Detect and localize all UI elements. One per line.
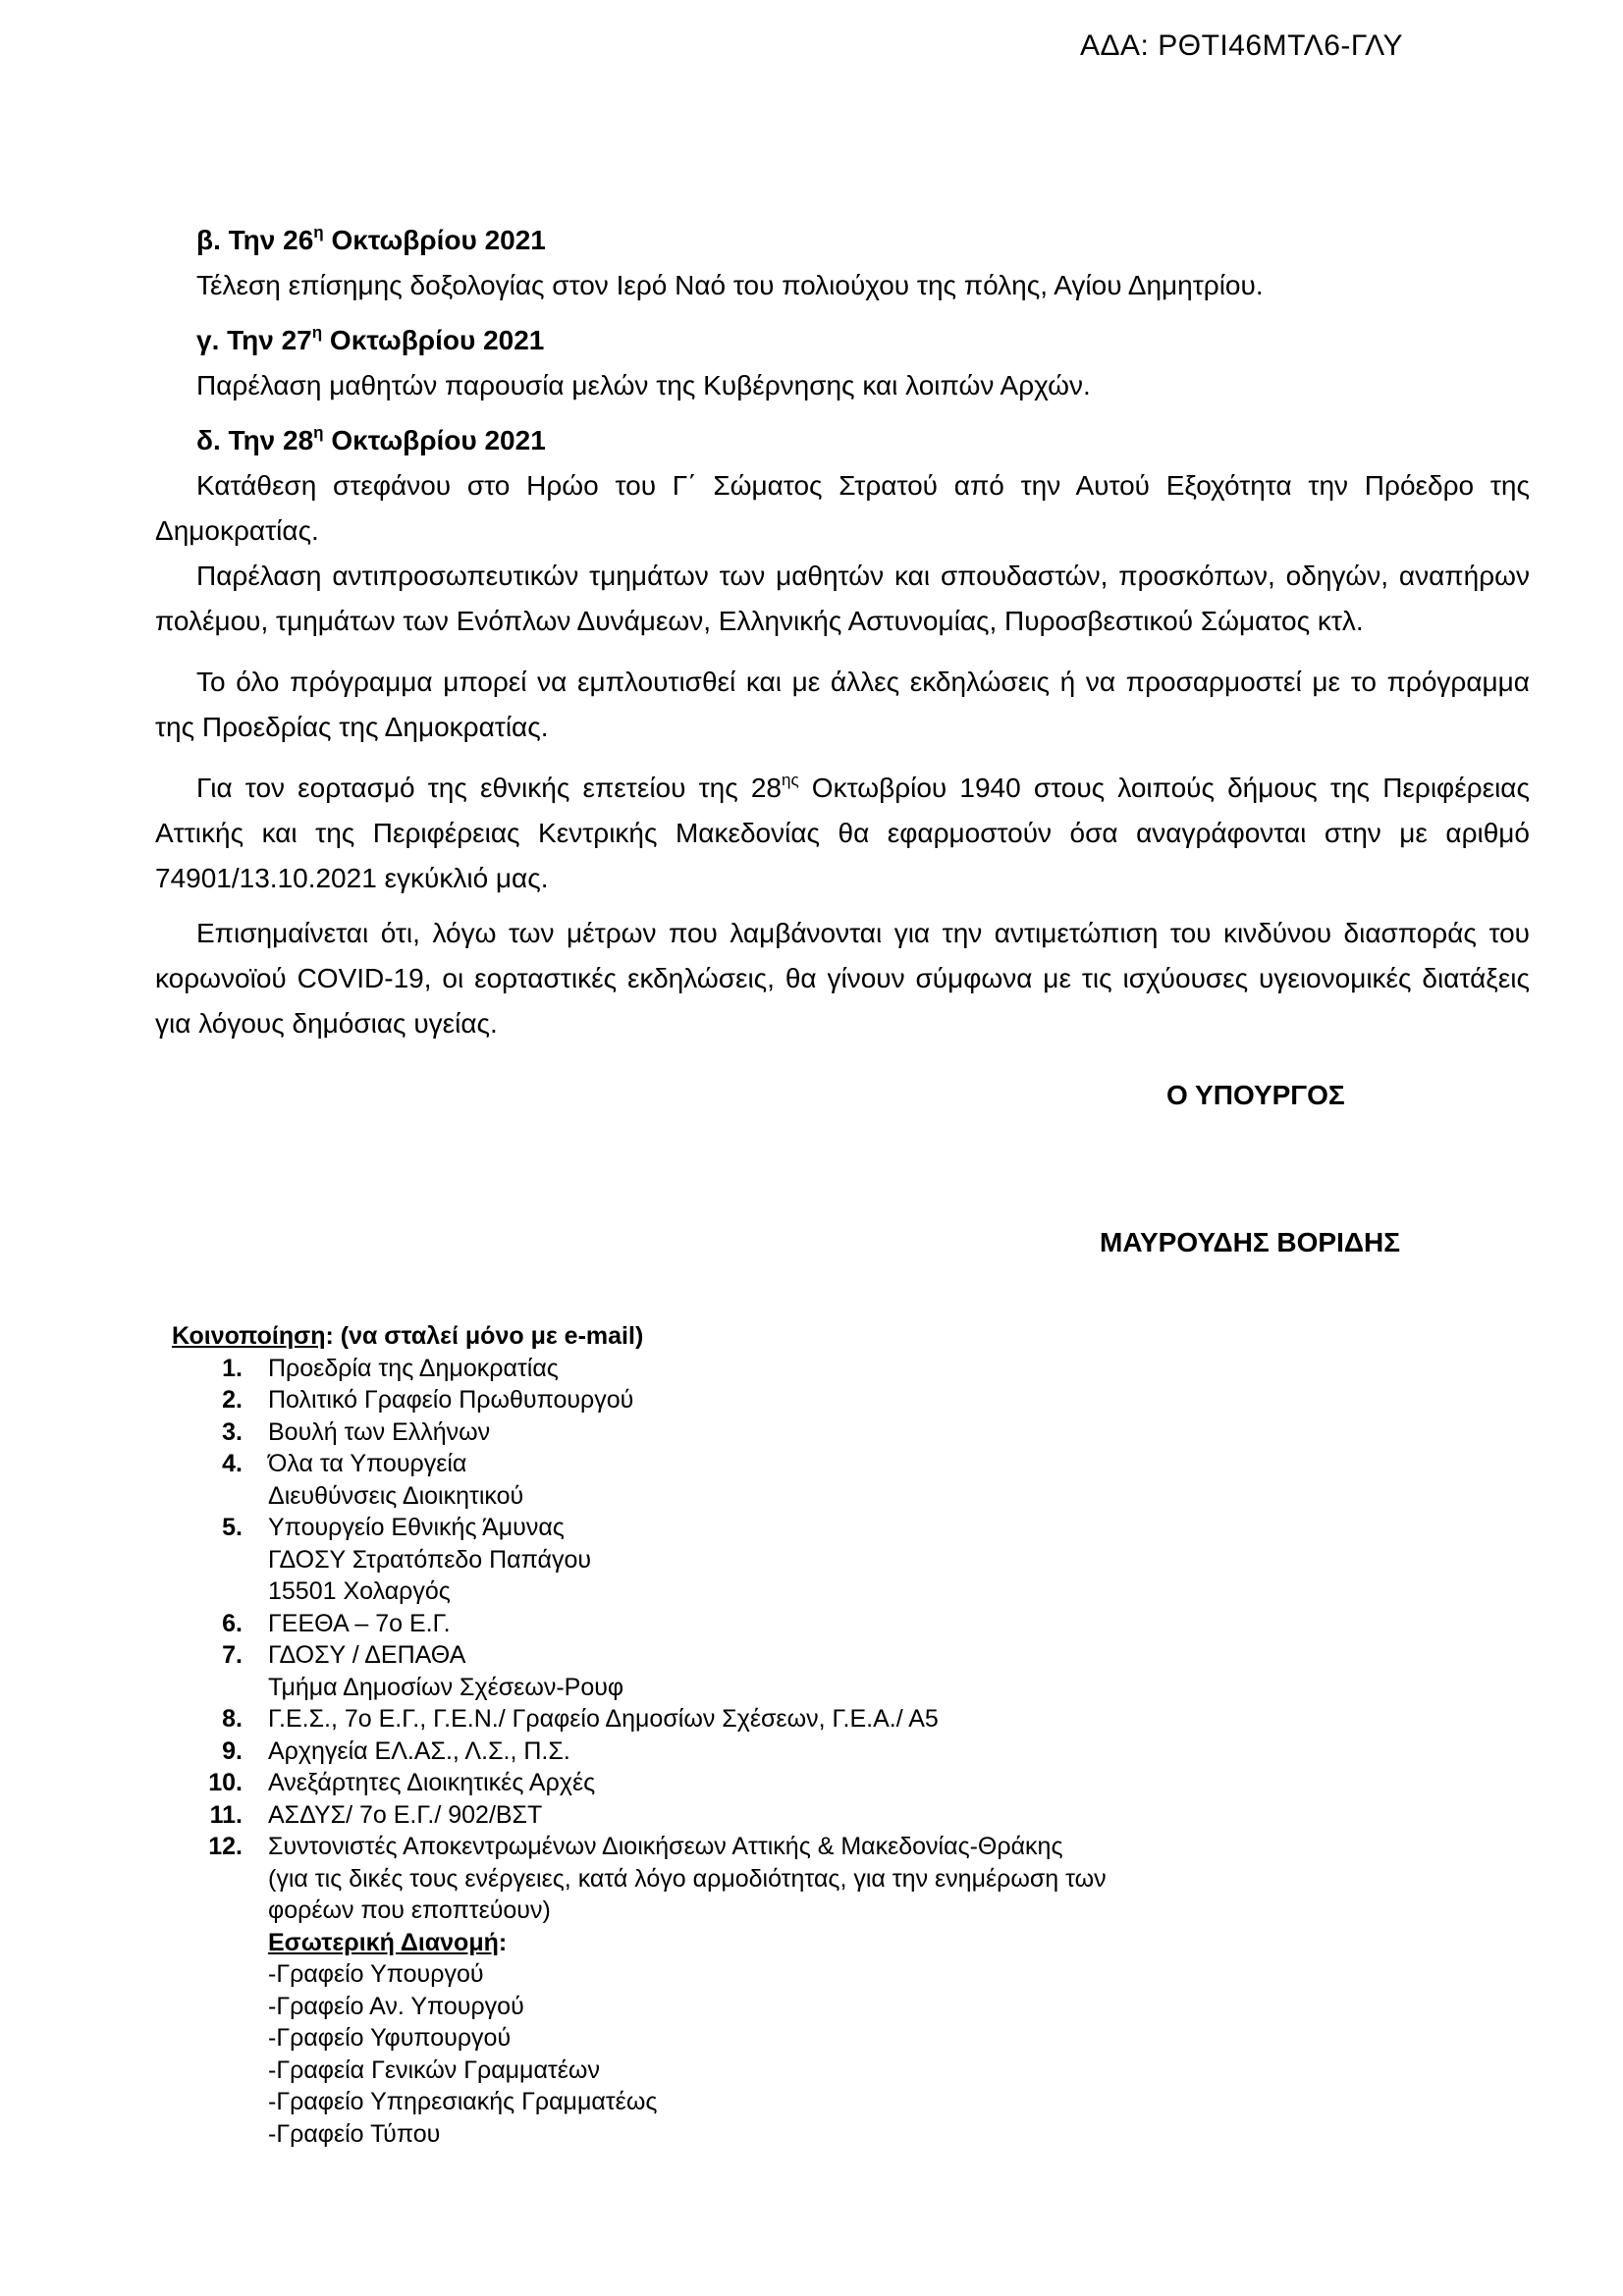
item-line: Υπουργείο Εθνικής Άμυνας — [268, 1514, 565, 1541]
item-line: (για τις δικές τους ενέργειες, κατά λόγο αρμοδιότητας, για την ενημέρωση των — [268, 1864, 1107, 1893]
item-number: 3. — [222, 1417, 243, 1446]
item-line: ΑΣΔΥΣ/ 7ο Ε.Γ./ 902/ΒΣΤ — [268, 1800, 543, 1829]
item-number: 2. — [222, 1386, 243, 1414]
celebration-paragraph: Για τον εορτασμό της εθνικής επετείου της $28^{\eta\varsigma}$ Οκτωβρίου 1940 στους λοιπούς δήμους της Περιφέρειας Αττικής και της Περιφέρειας Κεντρικής Μακεδονίας θα εφαρμοστούν όσα αναγράφονται στην με αριθμό 74901/13.10.2021 εγκύκλιό μας. — [155, 771, 1530, 893]
item-line: Όλα τα Υπουργεία — [268, 1450, 467, 1477]
event-description: Παρέλαση μαθητών παρουσία μελών της Κυβέρνησης και λοιπών Αρχών. — [196, 370, 1091, 400]
distribution-item — [172, 1703, 1301, 1735]
distribution-item — [172, 1384, 1301, 1416]
distribution-heading: Κοινοποίηση: (να σταλεί μόνο με e-mail) — [172, 1322, 644, 1350]
item-line: ΓΔΟΣΥ / ΔΕΠΑΘΑ — [268, 1641, 466, 1669]
item-line: Τμήμα Δημοσίων Σχέσεων-Ρουφ — [268, 1673, 624, 1701]
item-number: 7. — [222, 1641, 243, 1669]
distribution-list — [172, 1320, 1301, 2150]
internal-item: -Γραφείο Υπηρεσιακής Γραμματέως — [268, 2088, 658, 2115]
distribution-item — [172, 1608, 1301, 1640]
covid-paragraph: Επισημαίνεται ότι, λόγω των μέτρων που λαμβάνονται για την αντιμετώπιση του κινδύνου διασποράς του κορωνοϊού COVID-19, οι εορταστικές εκδηλώσεις, θα γίνουν σύμφωνα με τις ισχύουσες υγειονομικές διατάξεις για λόγους δημόσιας υγείας. — [155, 918, 1530, 1039]
event-description: Τέλεση επίσημης δοξολογίας στον Ιερό Ναό του πολιούχου της πόλης, Αγίου Δημητρίου. — [196, 270, 1264, 300]
internal-distribution — [268, 1927, 1301, 2151]
item-line: Ανεξάρτητες Διοικητικές Αρχές — [268, 1769, 596, 1796]
item-line: Συντονιστές Αποκεντρωμένων Διοικήσεων Αττικής & Μακεδονίας-Θράκης — [268, 1833, 1063, 1860]
distribution-item — [172, 1799, 1301, 1832]
item-number: 5. — [222, 1514, 243, 1541]
item-line: Διευθύνσεις Διοικητικού — [268, 1481, 524, 1510]
document-body — [155, 218, 1530, 1046]
distribution-item — [172, 1448, 1301, 1512]
event-date: β. Την $26^\eta$ Οκτωβρίου 2021 — [196, 223, 546, 255]
internal-item: -Γραφείο Αν. Υπουργού — [268, 1992, 524, 2020]
program-paragraph: Το όλο πρόγραμμα μπορεί να εμπλουτισθεί και με άλλες εκδηλώσεις ή να προσαρμοστεί με το πρόγραμμα της Προεδρίας της Δημοκρατίας. — [155, 667, 1530, 742]
signature-name: ΜΑΥΡΟΥΔΗΣ ΒΟΡΙΔΗΣ — [1100, 1227, 1401, 1257]
item-number: 4. — [222, 1450, 243, 1477]
distribution-item — [172, 1767, 1301, 1799]
distribution-item — [172, 1831, 1301, 1927]
item-number: 12. — [208, 1833, 243, 1860]
event-date: δ. Την $28^\eta$ Οκτωβρίου 2021 — [196, 423, 546, 455]
distribution-items — [172, 1353, 1301, 1927]
item-line: Προεδρία της Δημοκρατίας — [268, 1354, 559, 1382]
item-line: Γ.Ε.Σ., 7ο Ε.Γ., Γ.Ε.Ν./ Γραφείο Δημοσίων Σχέσεων, Γ.Ε.Α./ Α5 — [268, 1705, 939, 1733]
item-number: 8. — [222, 1705, 243, 1733]
item-line: Αρχηγεία ΕΛ.ΑΣ., Λ.Σ., Π.Σ. — [268, 1736, 570, 1765]
item-number: 10. — [208, 1769, 243, 1796]
internal-item: -Γραφεία Γενικών Γραμματέων — [268, 2056, 600, 2084]
internal-item: -Γραφείο Τύπου — [268, 2119, 441, 2148]
item-number: 6. — [222, 1609, 243, 1637]
item-line: ΓΔΟΣΥ Στρατόπεδο Παπάγου — [268, 1545, 592, 1574]
item-line: 15501 Χολαργός — [268, 1577, 451, 1605]
distribution-item — [172, 1416, 1301, 1449]
item-line: φορέων που εποπτεύουν) — [268, 1896, 551, 1924]
event-date: γ. Την $27^\eta$ Οκτωβρίου 2021 — [196, 323, 545, 355]
distribution-item — [172, 1353, 1301, 1385]
internal-item: -Γραφείο Υφυπουργού — [268, 2024, 512, 2052]
distribution-item — [172, 1735, 1301, 1768]
parade-paragraph: Παρέλαση αντιπροσωπευτικών τμημάτων των μαθητών και σπουδαστών, προσκόπων, οδηγών, αναπήρων πολέμου, τμημάτων των Ενόπλων Δυνάμεων, Ελληνικής Αστυνομίας, Πυροσβεστικού Σώματος κτλ. — [155, 561, 1530, 636]
item-line: Βουλή των Ελλήνων — [268, 1417, 491, 1446]
event-description: Κατάθεση στεφάνου στο Ηρώο του Γ΄ Σώματος Στρατού από την Αυτού Εξοχότητα την Πρόεδρο της Δημοκρατίας. — [155, 470, 1530, 546]
internal-item: -Γραφείο Υπουργού — [268, 1960, 484, 1988]
item-number: 11. — [209, 1800, 243, 1829]
item-line: ΓΕΕΘΑ – 7ο Ε.Γ. — [268, 1609, 451, 1637]
item-line: Πολιτικό Γραφείο Πρωθυπουργού — [268, 1386, 634, 1414]
signature-title: Ο ΥΠΟΥΡΓΟΣ — [1166, 1080, 1345, 1110]
internal-heading: Εσωτερική Διανομή: — [268, 1928, 508, 1956]
item-number: 9. — [222, 1736, 243, 1765]
distribution-item — [172, 1639, 1301, 1703]
distribution-item — [172, 1512, 1301, 1608]
ada-code: ΑΔΑ: ΡΘΤΙ46ΜΤΛ6-ΓΛΥ — [1080, 29, 1403, 62]
item-number: 1. — [222, 1354, 243, 1382]
